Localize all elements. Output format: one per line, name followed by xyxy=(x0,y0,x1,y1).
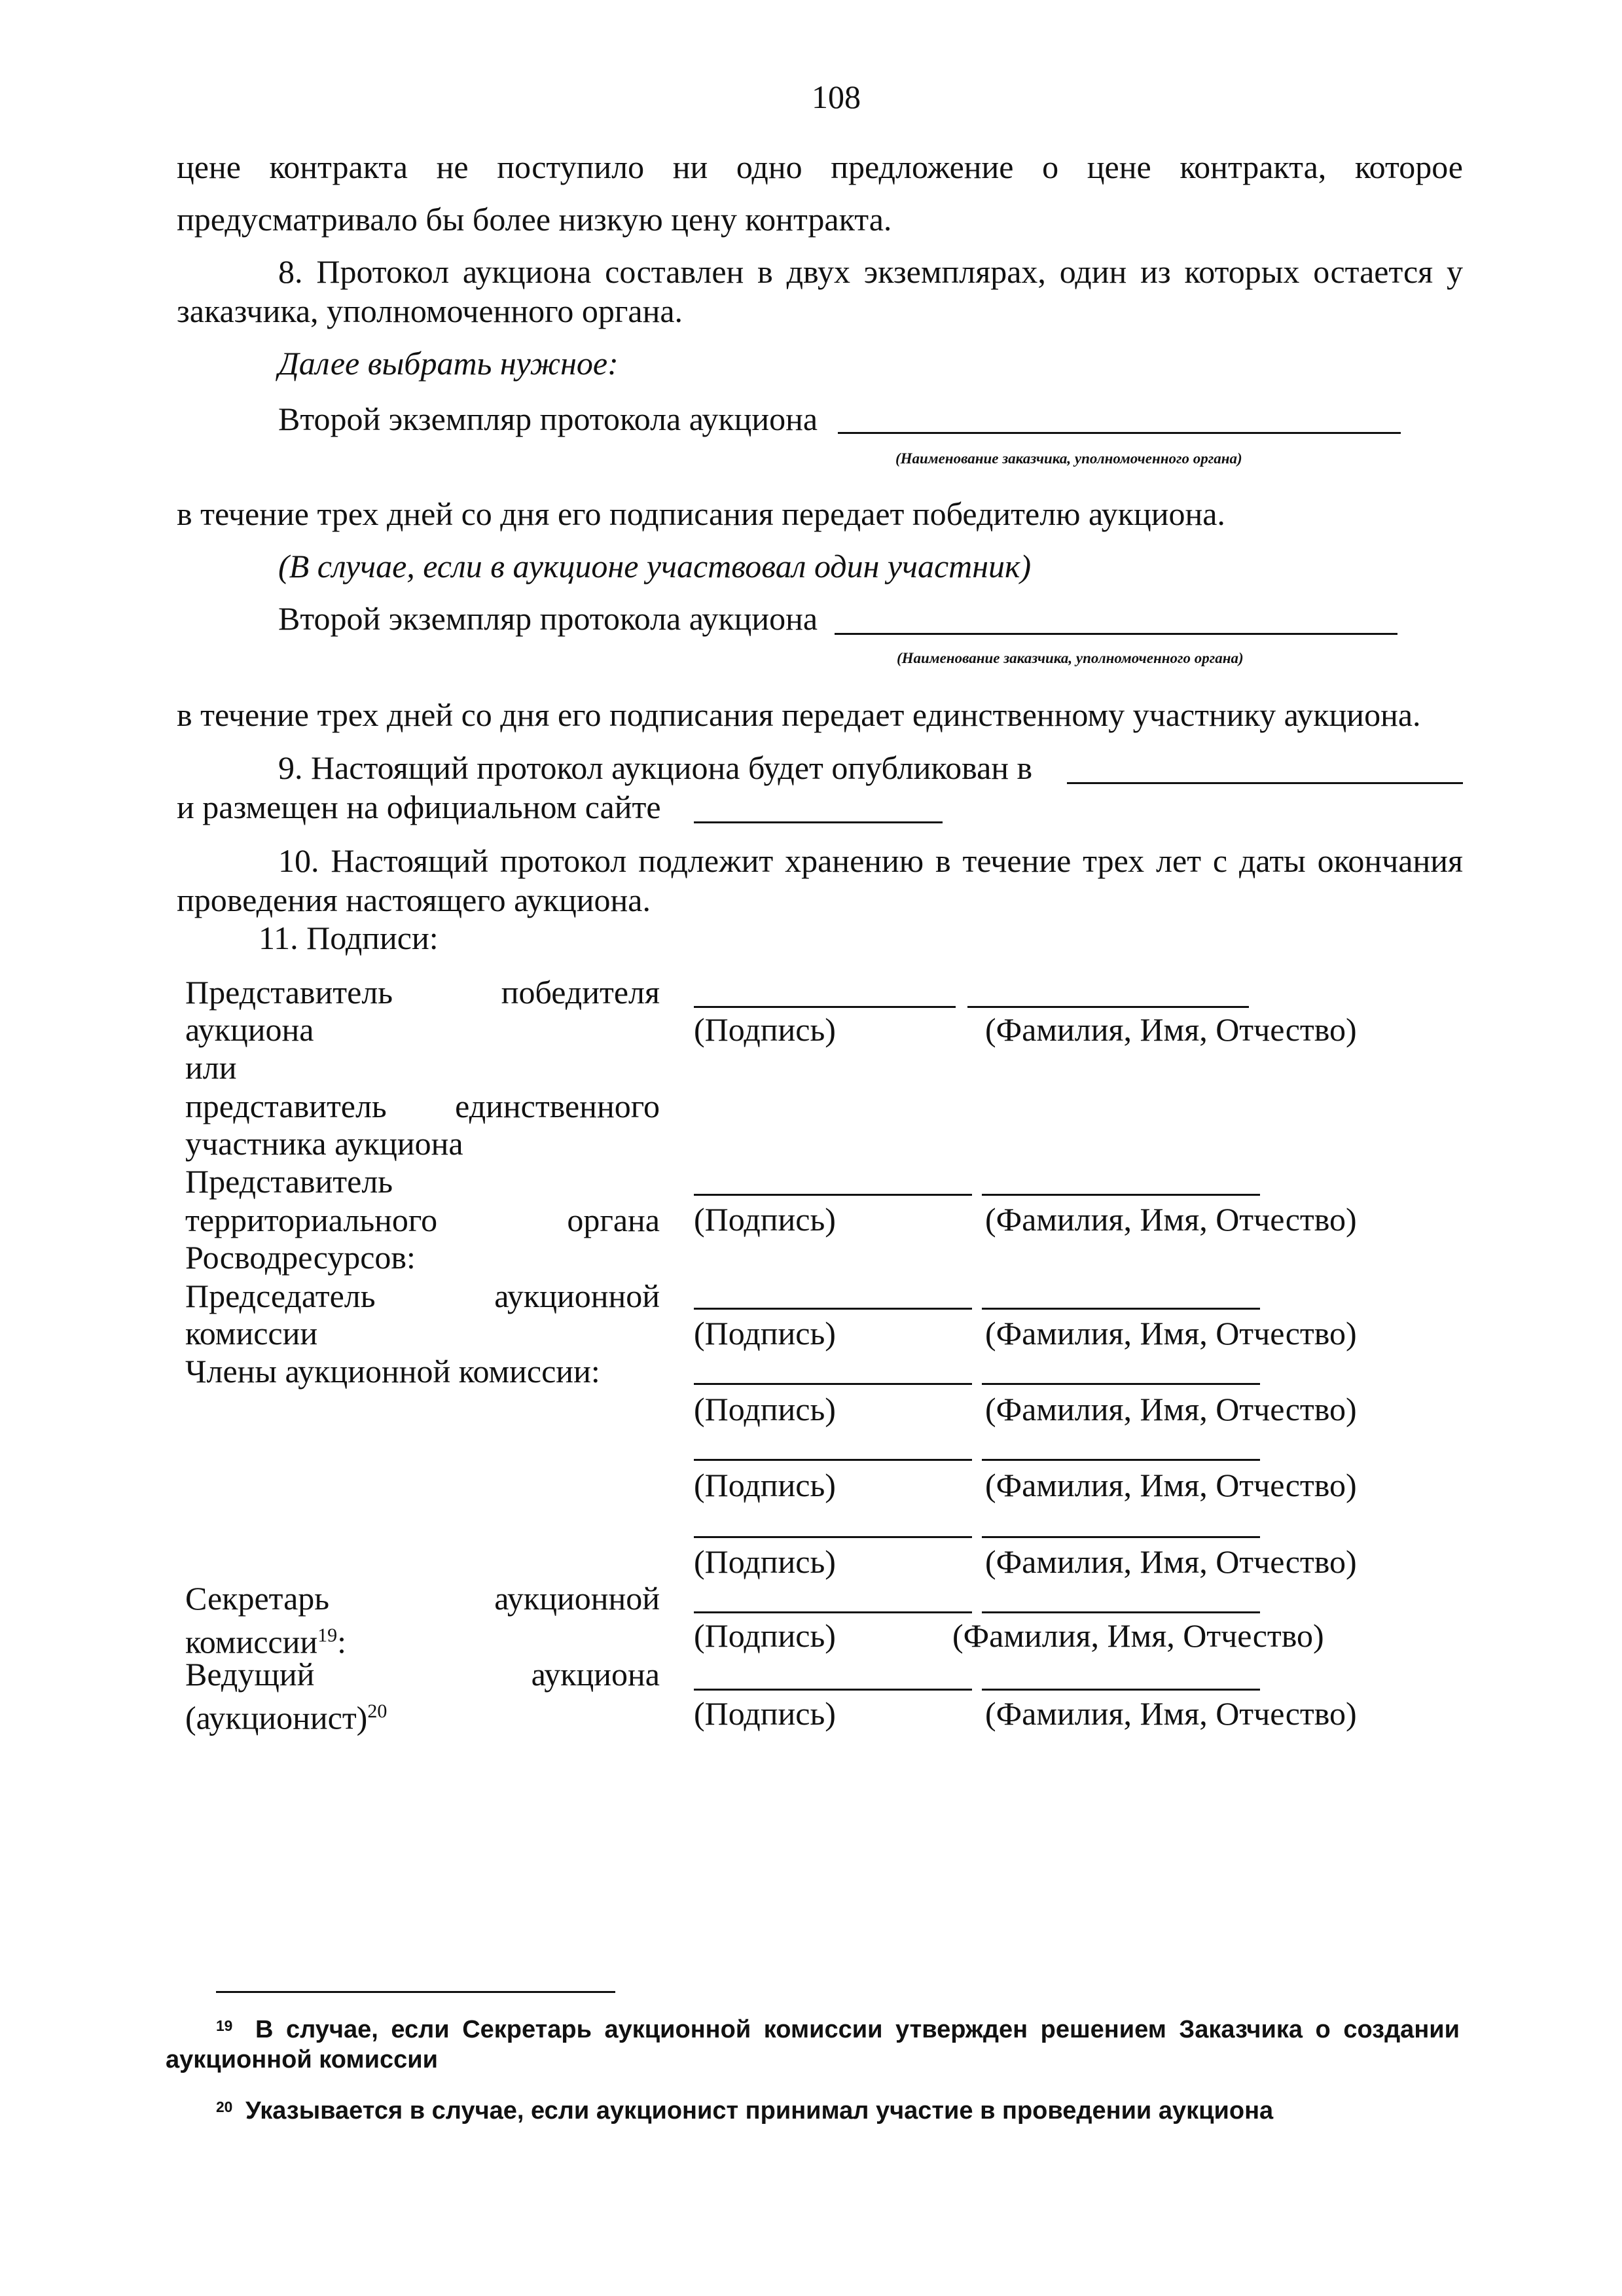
footnote-19-mark: 19 xyxy=(216,2017,233,2034)
option1-blank[interactable] xyxy=(838,432,1401,434)
secretary-row1: Секретарь аукционной xyxy=(185,1580,660,1617)
auctioneer-row2: (аукционист)$^{20}$ xyxy=(185,1699,387,1736)
chairman-name-line[interactable] xyxy=(982,1308,1260,1310)
secretary-sign-line[interactable] xyxy=(694,1611,972,1613)
page-number: 108 xyxy=(812,79,861,115)
territorial-name-line[interactable] xyxy=(982,1194,1260,1196)
secretary-name-line[interactable] xyxy=(982,1611,1260,1613)
member3-name-line[interactable] xyxy=(982,1536,1260,1538)
chairman-sign-line[interactable] xyxy=(694,1308,972,1310)
item9-line2: и размещен на официальном сайте xyxy=(177,789,661,825)
member1-name-label: (Фамилия, Имя, Отчество) xyxy=(985,1391,1357,1427)
winner-sign-label: (Подпись) xyxy=(694,1011,836,1048)
member3-sign-line[interactable] xyxy=(694,1536,972,1538)
auctioneer-sign-label: (Подпись) xyxy=(694,1695,836,1732)
footnote-20-text: Указывается в случае, если аукционист принимал участие в проведении аукциона xyxy=(245,2097,1274,2125)
member1-sign-line[interactable] xyxy=(694,1383,972,1385)
member2-name-label: (Фамилия, Имя, Отчество) xyxy=(985,1467,1357,1503)
item10-line1: 10. Настоящий протокол подлежит хранению в течение трех лет с даты окончания xyxy=(278,842,1463,879)
para-cont-line2: предусматривало бы более низкую цену контракта. xyxy=(177,201,892,238)
chairman-row2: комиссии xyxy=(185,1315,318,1352)
option2-text: Второй экземпляр протокола аукциона xyxy=(278,600,818,637)
secretary-name-label: (Фамилия, Имя, Отчество) xyxy=(952,1617,1324,1654)
winner-row4: представитель единственного xyxy=(185,1088,660,1124)
item9-site-blank[interactable] xyxy=(694,821,943,823)
auctioneer-row1: Ведущий аукциона xyxy=(185,1656,660,1693)
auctioneer-name-line[interactable] xyxy=(982,1689,1260,1691)
option1-end: в течение трех дней со дня его подписания передает победителю аукциона. xyxy=(177,495,1225,532)
member3-name-label: (Фамилия, Имя, Отчество) xyxy=(985,1543,1357,1580)
winner-name-line[interactable] xyxy=(967,1006,1249,1008)
secretary-row2: комиссии$^{19}$: xyxy=(185,1623,347,1660)
option2-blank[interactable] xyxy=(835,633,1397,635)
member3-sign-label: (Подпись) xyxy=(694,1543,836,1580)
winner-row5: участника аукциона xyxy=(185,1125,463,1162)
option1-text: Второй экземпляр протокола аукциона xyxy=(278,401,818,437)
chairman-name-label: (Фамилия, Имя, Отчество) xyxy=(985,1315,1357,1352)
item10-line2: проведения настоящего аукциона. xyxy=(177,882,651,918)
member2-sign-label: (Подпись) xyxy=(694,1467,836,1503)
winner-sign-line[interactable] xyxy=(694,1006,956,1008)
para-cont-line1: цене контракта не поступило ни одно предложение о цене контракта, которое xyxy=(177,149,1463,185)
item9-line1: 9. Настоящий протокол аукциона будет опубликован в xyxy=(278,749,1033,786)
option2-caption: (Наименование заказчика, уполномоченного органа) xyxy=(897,650,1244,666)
auctioneer-name-label: (Фамилия, Имя, Отчество) xyxy=(985,1695,1357,1732)
territorial-row2: территориального органа xyxy=(185,1202,660,1238)
winner-row3: или xyxy=(185,1049,237,1086)
footnote-separator xyxy=(216,1991,615,1993)
territorial-row3: Росводресурсов: xyxy=(185,1239,416,1276)
member2-name-line[interactable] xyxy=(982,1459,1260,1461)
item11: 11. Подписи: xyxy=(259,920,439,956)
item9-publication-blank[interactable] xyxy=(1067,782,1463,784)
select-note: Далее выбрать нужное: xyxy=(278,345,619,382)
member2-sign-line[interactable] xyxy=(694,1459,972,1461)
member1-sign-label: (Подпись) xyxy=(694,1391,836,1427)
item8-line1: 8. Протокол аукциона составлен в двух экземплярах, один из которых остается у xyxy=(278,253,1463,290)
members-label: Члены аукционной комиссии: xyxy=(185,1353,600,1390)
secretary-sign-label: (Подпись) xyxy=(694,1617,836,1654)
chairman-sign-label: (Подпись) xyxy=(694,1315,836,1352)
territorial-name-label: (Фамилия, Имя, Отчество) xyxy=(985,1201,1357,1238)
item8-line2: заказчика, уполномоченного органа. xyxy=(177,293,683,329)
member1-name-line[interactable] xyxy=(982,1383,1260,1385)
footnote-19-line1: В случае, если Секретарь аукционной комиссии утвержден решением Заказчика о создании xyxy=(255,2016,1460,2043)
chairman-row1: Председатель аукционной xyxy=(185,1278,660,1314)
auctioneer-sign-line[interactable] xyxy=(694,1689,972,1691)
territorial-sign-line[interactable] xyxy=(694,1194,972,1196)
winner-name-label: (Фамилия, Имя, Отчество) xyxy=(985,1011,1357,1048)
territorial-row1: Представитель xyxy=(185,1163,393,1200)
footnote-19-line2: аукционной комиссии xyxy=(166,2046,438,2073)
winner-row2: аукциона xyxy=(185,1011,314,1048)
option1-caption: (Наименование заказчика, уполномоченного органа) xyxy=(895,450,1242,467)
option2-end: в течение трех дней со дня его подписания передает единственному участнику аукциона. xyxy=(177,696,1421,733)
winner-row1: Представитель победителя xyxy=(185,974,660,1011)
territorial-sign-label: (Подпись) xyxy=(694,1201,836,1238)
footnote-20-mark: 20 xyxy=(216,2098,233,2115)
option2-note: (В случае, если в аукционе участвовал один участник) xyxy=(278,548,1032,584)
